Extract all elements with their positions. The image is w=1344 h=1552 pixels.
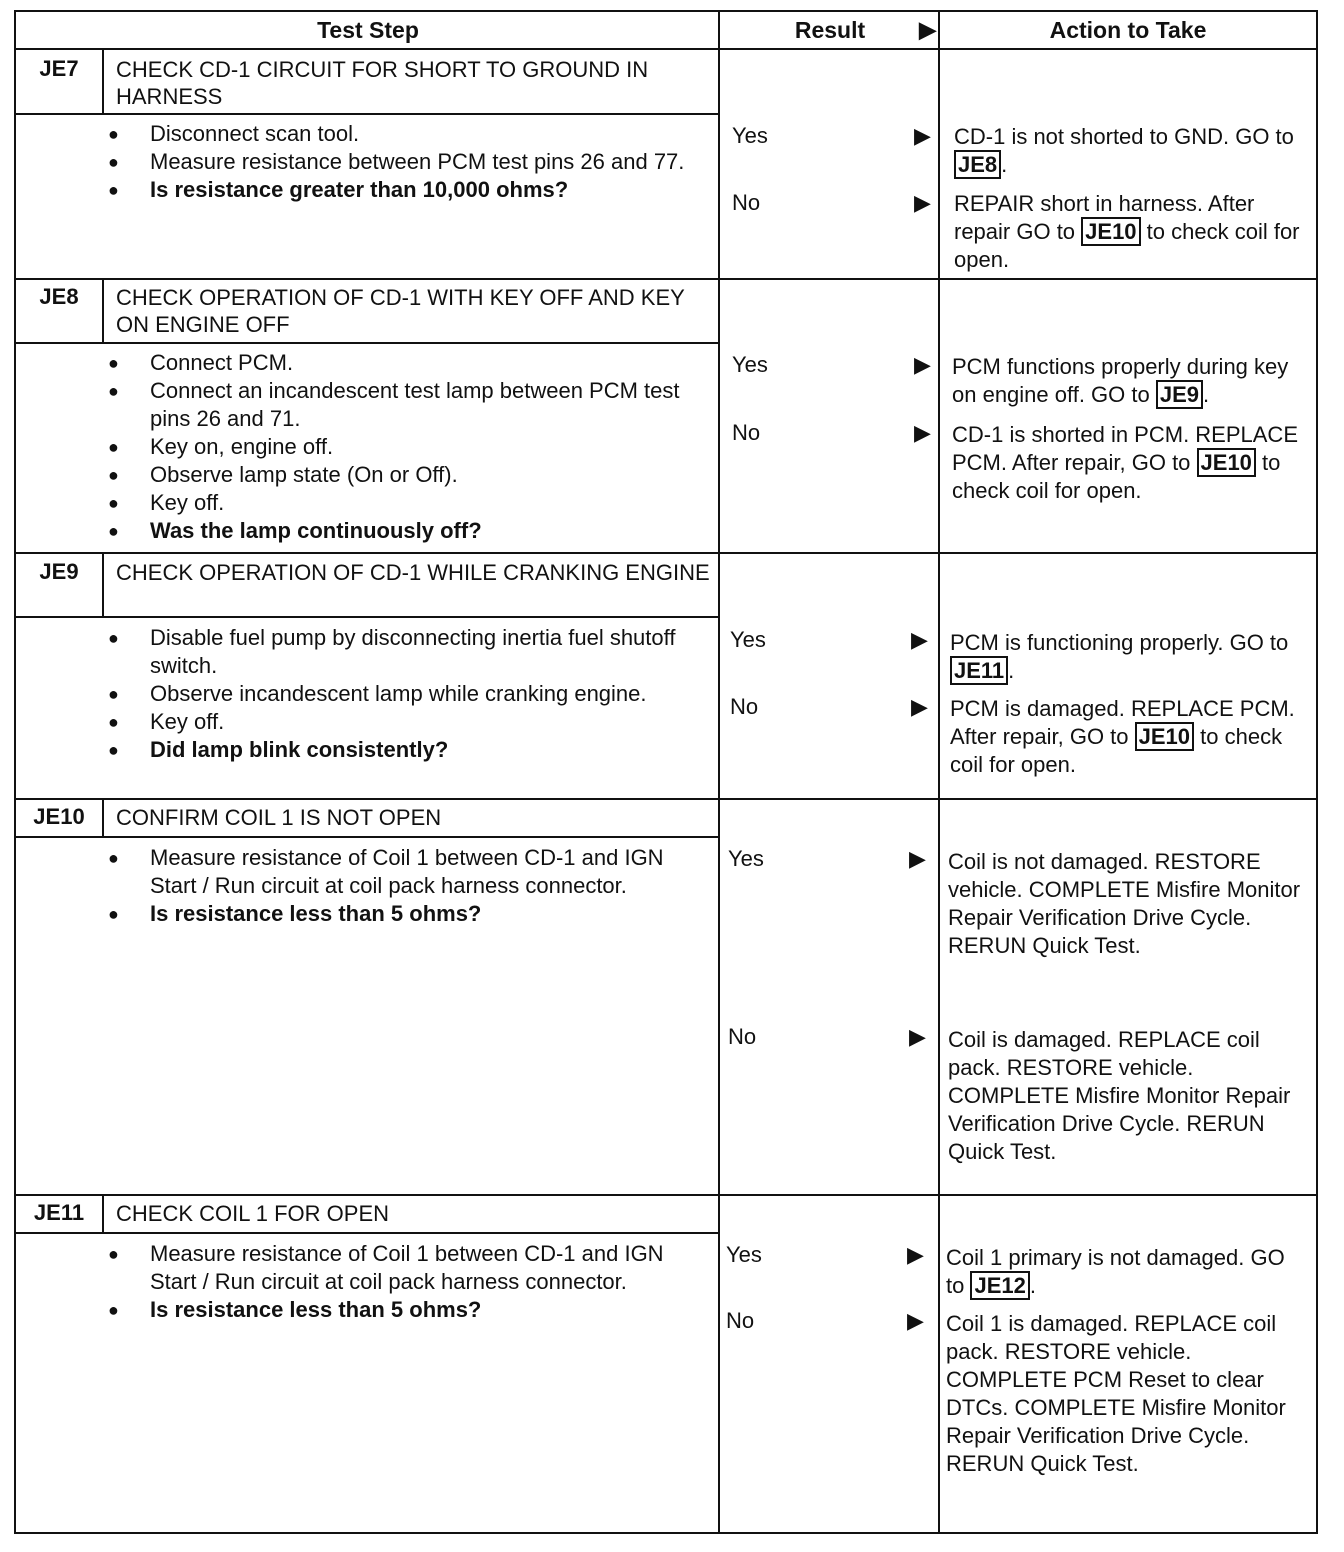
bullet-question: ● Is resistance greater than 10,000 ohms? bbox=[108, 176, 708, 204]
arrow-icon: ▶ bbox=[911, 627, 928, 652]
bullet-item: ● Connect an incandescent test lamp between PCM test pins 26 and 71. bbox=[108, 377, 708, 433]
action-text: to check coil for open. bbox=[950, 724, 1283, 777]
action-text: to check coil for open. bbox=[954, 219, 1300, 272]
action-text: . bbox=[1008, 658, 1015, 683]
action-yes bbox=[952, 353, 1312, 409]
header-arrow-icon: ▶ bbox=[919, 17, 936, 42]
header-result bbox=[720, 12, 940, 50]
arrow-icon: ▶ bbox=[909, 1024, 926, 1049]
bullet-item: ● Key off. bbox=[108, 708, 708, 736]
step-bullets bbox=[108, 1240, 708, 1324]
action-no bbox=[948, 1026, 1308, 1166]
result-no: No bbox=[730, 694, 759, 719]
step-title: CHECK CD-1 CIRCUIT FOR SHORT TO GROUND IN HARNESS bbox=[116, 57, 649, 109]
result-yes: Yes bbox=[728, 846, 764, 871]
result-no: No bbox=[732, 420, 761, 445]
row-divider bbox=[16, 1194, 1316, 1196]
step-title: CONFIRM COIL 1 IS NOT OPEN bbox=[116, 805, 442, 830]
step-title: CHECK OPERATION OF CD-1 WHILE CRANKING ENGINE bbox=[116, 560, 710, 585]
arrow-icon: ▶ bbox=[907, 1308, 924, 1333]
step-bullets bbox=[108, 844, 708, 928]
action-text: PCM functions properly during key on engine off. GO to bbox=[952, 354, 1289, 407]
bullet-item: ● Connect PCM. bbox=[108, 349, 708, 377]
action-text: PCM is damaged. REPLACE PCM. After repair, GO to bbox=[950, 696, 1295, 749]
action-no bbox=[954, 190, 1314, 274]
action-text: . bbox=[1203, 382, 1210, 407]
header-test-step: Test Step bbox=[16, 12, 720, 50]
step-id: JE8 bbox=[39, 284, 79, 309]
bullet-item: ● Measure resistance between PCM test pins 26 and 77. bbox=[108, 148, 708, 176]
step-id: JE11 bbox=[33, 1200, 85, 1225]
action-text: . bbox=[1029, 1273, 1036, 1298]
arrow-icon: ▶ bbox=[907, 1242, 924, 1267]
step-id: JE7 bbox=[39, 56, 79, 81]
step-id-divider bbox=[102, 50, 104, 114]
header-result-label: Result bbox=[794, 16, 866, 43]
action-no bbox=[946, 1310, 1306, 1478]
step-title: CHECK OPERATION OF CD-1 WITH KEY OFF AND KEY ON ENGINE OFF bbox=[116, 285, 685, 337]
action-no bbox=[952, 421, 1312, 505]
result-no: No bbox=[726, 1308, 755, 1333]
column-divider-action bbox=[938, 12, 940, 1532]
step-id-divider bbox=[102, 798, 104, 836]
result-no: No bbox=[732, 190, 761, 215]
action-yes bbox=[946, 1244, 1306, 1300]
diagnostic-table bbox=[14, 10, 1318, 1534]
step-id: JE9 bbox=[39, 559, 79, 584]
action-text: Coil is not damaged. RESTORE vehicle. COMPLETE Misfire Monitor Repair Verification Drive Cycle. RERUN Quick Test. bbox=[948, 849, 1301, 958]
arrow-icon: ▶ bbox=[911, 694, 928, 719]
bullet-question: ● Is resistance less than 5 ohms? bbox=[108, 900, 708, 928]
action-no bbox=[950, 695, 1310, 779]
bullet-item: ● Disable fuel pump by disconnecting inertia fuel shutoff switch. bbox=[108, 624, 708, 680]
step-divider bbox=[16, 1232, 718, 1234]
bullet-question: ● Was the lamp continuously off? bbox=[108, 517, 708, 545]
step-divider bbox=[16, 616, 718, 618]
bullet-item: ● Measure resistance of Coil 1 between CD-1 and IGN Start / Run circuit at coil pack harness connector. bbox=[108, 1240, 708, 1296]
step-id-divider bbox=[102, 552, 104, 616]
action-text: REPAIR short in harness. After repair GO to bbox=[954, 191, 1255, 244]
column-divider-result bbox=[718, 12, 720, 1532]
arrow-icon: ▶ bbox=[914, 420, 931, 445]
bullet-question: ● Is resistance less than 5 ohms? bbox=[108, 1296, 708, 1324]
arrow-icon: ▶ bbox=[914, 190, 931, 215]
action-text: Coil is damaged. REPLACE coil pack. RESTORE vehicle. COMPLETE Misfire Monitor Repair Verification Drive Cycle. RERUN Quick Test. bbox=[948, 1027, 1291, 1164]
step-title: CHECK COIL 1 FOR OPEN bbox=[116, 1201, 390, 1226]
step-id-divider bbox=[102, 1194, 104, 1232]
action-yes bbox=[950, 629, 1310, 685]
header-action: Action to Take bbox=[940, 12, 1316, 50]
bullet-item: ● Key off. bbox=[108, 489, 708, 517]
arrow-icon: ▶ bbox=[914, 123, 931, 148]
row-divider bbox=[16, 552, 1316, 554]
action-yes bbox=[954, 123, 1314, 179]
result-yes: Yes bbox=[726, 1242, 762, 1267]
action-yes bbox=[948, 848, 1308, 960]
step-reference[interactable]: JE10 bbox=[1135, 722, 1194, 751]
step-bullets bbox=[108, 120, 708, 204]
step-reference[interactable]: JE11 bbox=[950, 656, 1008, 685]
bullet-item: ● Disconnect scan tool. bbox=[108, 120, 708, 148]
row-divider bbox=[16, 798, 1316, 800]
result-yes: Yes bbox=[732, 123, 768, 148]
step-divider bbox=[16, 836, 718, 838]
action-text: CD-1 is not shorted to GND. GO to bbox=[954, 124, 1294, 149]
step-reference[interactable]: JE9 bbox=[1156, 380, 1203, 409]
action-text: to check coil for open. bbox=[952, 450, 1281, 503]
arrow-icon: ▶ bbox=[909, 846, 926, 871]
result-no: No bbox=[728, 1024, 757, 1049]
step-bullets bbox=[108, 624, 708, 764]
step-reference[interactable]: JE12 bbox=[970, 1271, 1029, 1300]
step-reference[interactable]: JE8 bbox=[954, 150, 1001, 179]
action-text: Coil 1 is damaged. REPLACE coil pack. RESTORE vehicle. COMPLETE PCM Reset to clear DTCs. COMPLETE Misfire Monitor Repair Verification Drive Cycle. RERUN Quick Test. bbox=[946, 1311, 1286, 1476]
bullet-item: ● Observe incandescent lamp while cranking engine. bbox=[108, 680, 708, 708]
bullet-item: ● Measure resistance of Coil 1 between CD-1 and IGN Start / Run circuit at coil pack harness connector. bbox=[108, 844, 708, 900]
step-reference[interactable]: JE10 bbox=[1081, 217, 1140, 246]
bullet-item: ● Observe lamp state (On or Off). bbox=[108, 461, 708, 489]
action-text: . bbox=[1001, 152, 1008, 177]
bullet-question: ● Did lamp blink consistently? bbox=[108, 736, 708, 764]
step-id-divider bbox=[102, 278, 104, 342]
result-yes: Yes bbox=[732, 352, 768, 377]
action-text: Coil 1 primary is not damaged. GO to bbox=[946, 1245, 1285, 1298]
result-yes: Yes bbox=[730, 627, 766, 652]
step-bullets bbox=[108, 349, 708, 545]
step-divider bbox=[16, 113, 718, 115]
row-divider bbox=[16, 278, 1316, 280]
bullet-item: ● Key on, engine off. bbox=[108, 433, 708, 461]
step-id: JE10 bbox=[33, 804, 85, 829]
arrow-icon: ▶ bbox=[914, 352, 931, 377]
step-reference[interactable]: JE10 bbox=[1197, 448, 1256, 477]
step-divider bbox=[16, 342, 718, 344]
action-text: PCM is functioning properly. GO to bbox=[950, 630, 1289, 655]
action-text: CD-1 is shorted in PCM. REPLACE PCM. After repair, GO to bbox=[952, 422, 1298, 475]
